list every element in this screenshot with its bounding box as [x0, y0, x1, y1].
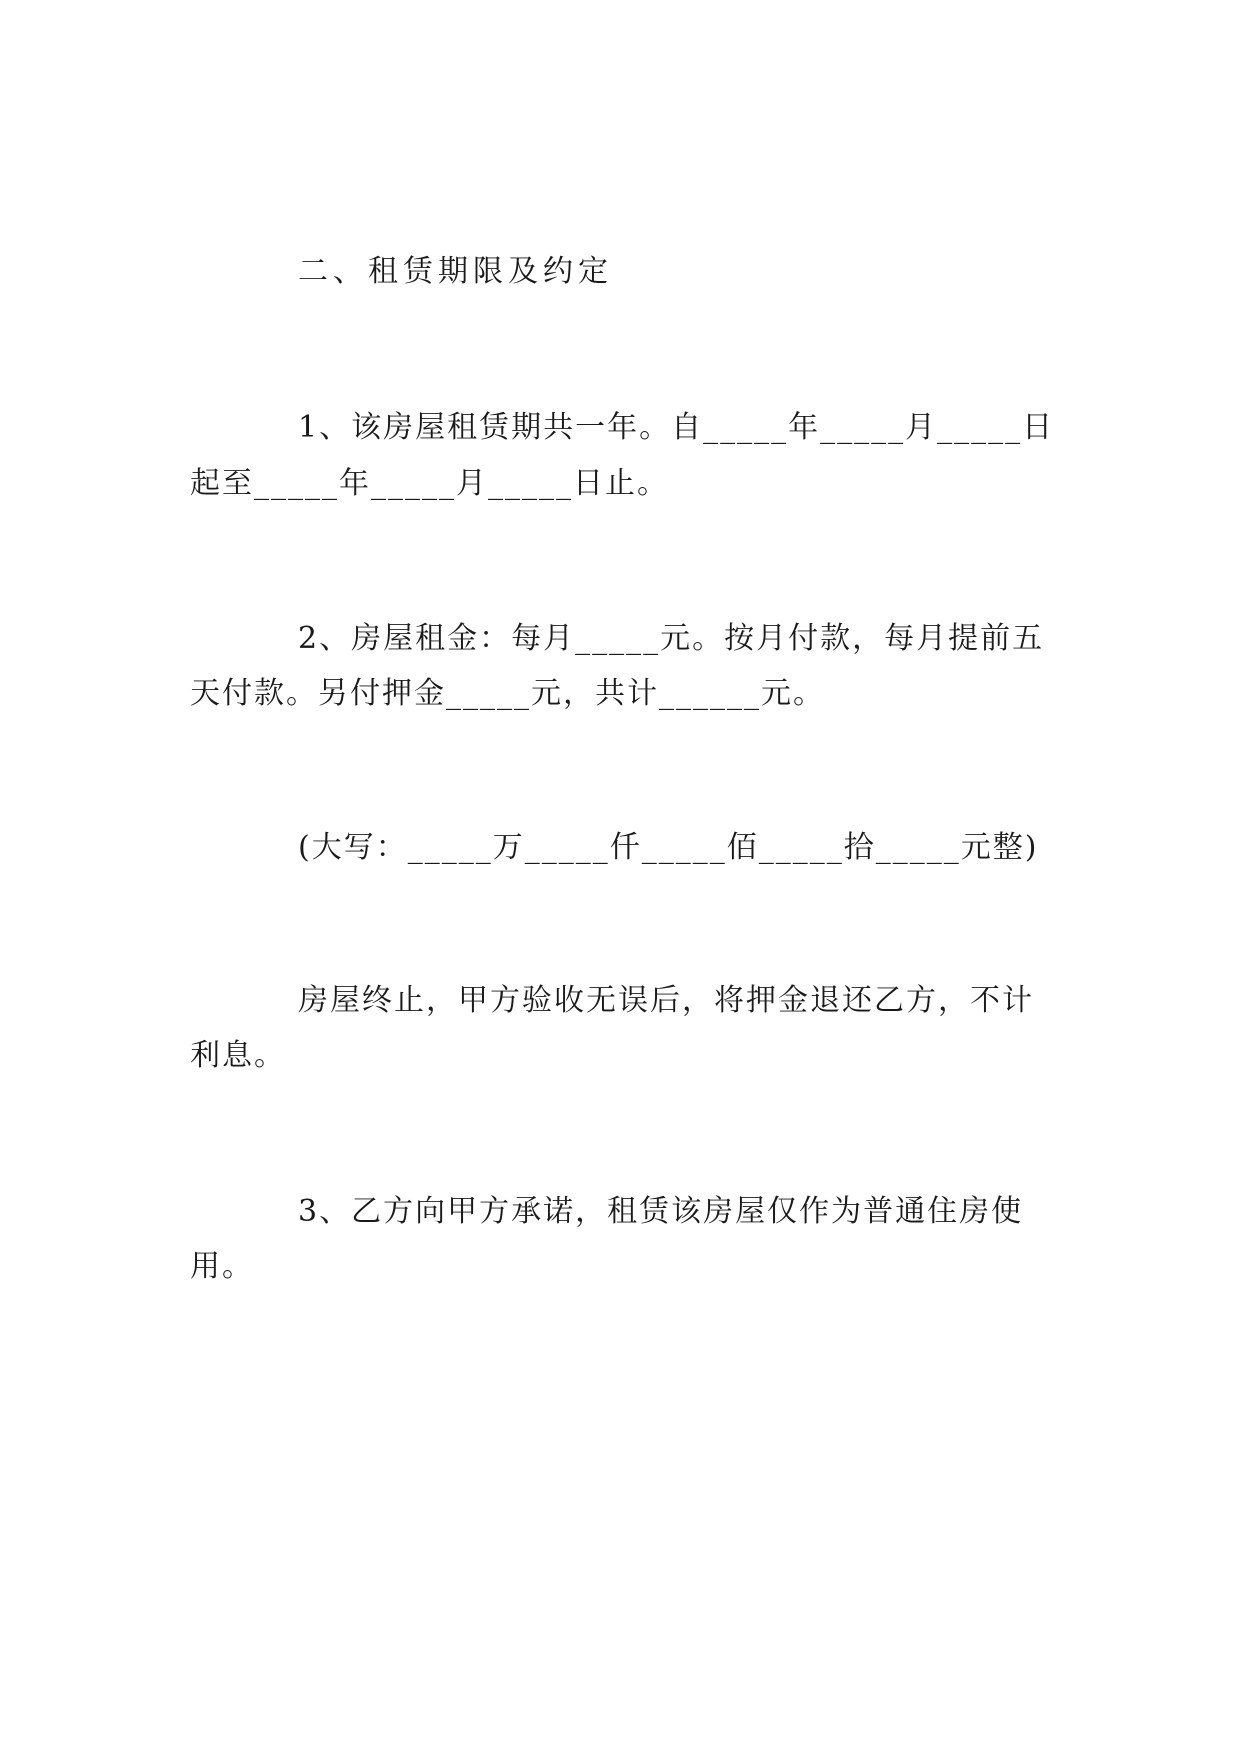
clause-3-line-1: 3、乙方向甲方承诺，租赁该房屋仅作为普通住房使 [298, 1194, 1024, 1229]
termination-line-2: 利息。 [190, 1038, 286, 1073]
termination-line-1: 房屋终止，甲方验收无误后，将押金退还乙方，不计 [298, 983, 1034, 1018]
clause-3-line-2: 用。 [190, 1249, 254, 1284]
section-heading: 二、租赁期限及约定 [298, 254, 613, 289]
amount-in-words: (大写：_____万_____仟_____佰_____拾_____元整) [298, 830, 1039, 865]
clause-1-line-2: 起至_____年_____月_____日止。 [190, 466, 669, 501]
clause-2-line-2: 天付款。另付押金_____元，共计______元。 [190, 676, 825, 711]
clause-1-line-1: 1、该房屋租赁期共一年。自_____年_____月_____日 [298, 410, 1055, 445]
clause-2-line-1: 2、房屋租金：每月_____元。按月付款，每月提前五 [298, 621, 1045, 656]
